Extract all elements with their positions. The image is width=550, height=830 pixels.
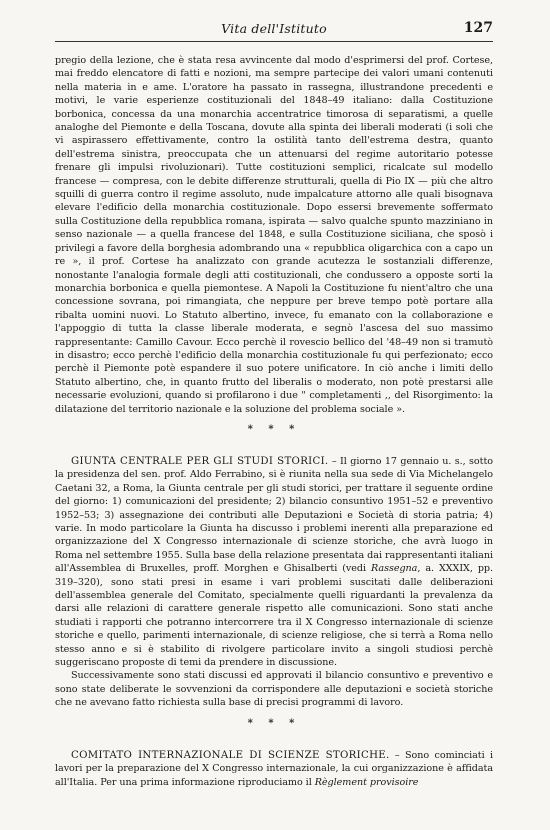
giunta-text-part1: – Il giorno 17 gennaio u. s., sotto la presidenza del sen. prof. Aldo Ferrabino, si è riunita nella sua sede di Via Michelangelo Caetani 32, a Roma, la Giunta centrale per gli studi storici, per trattare il seguente ordine del giorno: 1) comunicazioni del presidente; 2) bilancio consuntivo 1951–52 e preventivo 1952–53; 3) assegnazione dei contributi alle Deputazioni e Società di storia patria; 4) varie. In modo particolare la Giunta ha discusso i problemi inerenti alla preparazione ed organizzazione del X Congresso internazionale di scienze storiche, che avrà luogo in Roma nel settembre 1955. Sulla base della relazione presentata dai rappresentanti italiani all'Assemblea di Bruxelles, proff. Morghen e Ghisalberti (vedi	[55, 455, 493, 575]
giunta-italic-ref: Rassegna	[371, 563, 418, 575]
comitato-italic-ref: Règlement provisoire	[314, 776, 419, 788]
paragraph-giunta-centrale	[55, 455, 493, 670]
page	[55, 18, 493, 789]
paragraph-giunta-budget: Successivamente sono stati discussi ed approvati il bilancio consuntivo e preventivo e sono state deliberate le sovvenzioni da corrispondere alle deputazioni e società storiche che ne avevano fatto richiesta sulla base di precisi programmi di lavoro.	[55, 670, 493, 709]
paragraph-lecture-summary: pregio della lezione, che è stata resa avvincente dal modo d'esprimersi del prof. Cortese, mai freddo elencatore di fatti e nozioni, ma sempre partecipe dei valori umani contenuti nella materia in e ame. L'oratore ha passato in rassegna, illustrandone precedenti e motivi, le varie esperienze costituzionali del 1848–49 italiano: dalla Costituzione borbonica, concessa da una monarchia accentratrice timorosa di separatismi, a quelle analoghe del Piemonte e della Toscana, dovute alla spinta dei liberali moderati (i soli che vi aspirassero effettivamente, contro la ostilità tanto dell'estrema destra, quanto dell'estrema sinistra, preoccupata che un attenuarsi del regime autoritario potesse frenare gli impulsi rivoluzionari). Tutte costituzioni semplici, ricalcate sul modello francese — compresa, con le debite differenze strutturali, quella di Pio IX — più che altro squilli di guerra contro il regime assoluto, nude impalcature attorno alle quali bisognava elevare l'edificio della monarchia costituzionale. Dopo essersi brevemente soffermato sulla Costituzione della repubblica romana, ispirata — salvo qualche spunto mazziniano in senso nazionale — a quella francese del 1848, e sulla Costituzione siciliana, che sposò i privilegi a favore della borghesia adombrando una « repubblica oligarchica con a capo un re », il prof. Cortese ha analizzato con grande acutezza le sostanziali differenze, nonostante l'analogia formale degli atti costituzionali, che condussero a opposte sorti la monarchia borbonica e quella piemontese. A Napoli la Costituzione fu nient'altro che una concessione sovrana, poi rimangiata, che neppure per breve tempo potè portare alla ribalta uomini nuovi. Lo Statuto albertino, invece, fu emanato con la collaborazione e l'appoggio di tutta la classe liberale moderata, e segnò l'ascesa del suo massimo rappresentante: Camillo Cavour. Ecco perchè il rovescio bellico del '48–49 non si tramutò in disastro; ecco perchè l'edificio della monarchia costituzionale fu qui perfezionato; ecco perchè il Piemonte potè espandere il suo potere unificatore. In ciò anche i limiti dello Statuto albertino, che, in quanto frutto del liberalis o moderato, non potè prestarsi alle necessarie evoluzioni, quando si profilarono i due " completamenti ,, del Risorgimento: la dilatazione del territorio nazionale e la soluzione del problema sociale ».	[55, 55, 493, 415]
page-number: 127	[463, 20, 493, 36]
paragraph-comitato	[55, 749, 493, 789]
giunta-text-part2: , a. XXXIX, pp. 319–320), sono stati presi in esame i vari problemi suscitati dalle deliberazioni dell'assemblea generale del Comitato, specialmente quelli riguardanti la prevalenza da darsi alle relazioni di carattere generale rispetto alle comunicazioni. Sono stati anche studiati i rapporti che potranno intercorrere tra il X Congresso internazionale di scienze storiche e quello, parimenti internazionale, di scienze religiose, che si terrà a Roma nello stesso anno e si è stabilito di rivolgere particolare invito a singoli studiosi perchè suggeriscano proposte di temi da prendere in discussione.	[55, 563, 493, 669]
section-separator: * * *	[247, 423, 301, 435]
section-heading-comitato: COMITATO INTERNAZIONALE DI SCIENZE STORICHE.	[71, 749, 390, 761]
section-separator-2: * * *	[247, 717, 301, 729]
comitato-text-part1: – Sono cominciati i lavori per la preparazione del X Congresso internazionale, la cui organizzazione è affidata all'Italia. Per una prima informazione riproduciamo il	[55, 749, 493, 788]
section-heading-giunta: GIUNTA CENTRALE PER GLI STUDI STORICI.	[71, 455, 329, 467]
running-head	[55, 18, 493, 40]
running-title: Vita dell'Istituto	[221, 21, 327, 36]
header-rule	[55, 41, 493, 42]
